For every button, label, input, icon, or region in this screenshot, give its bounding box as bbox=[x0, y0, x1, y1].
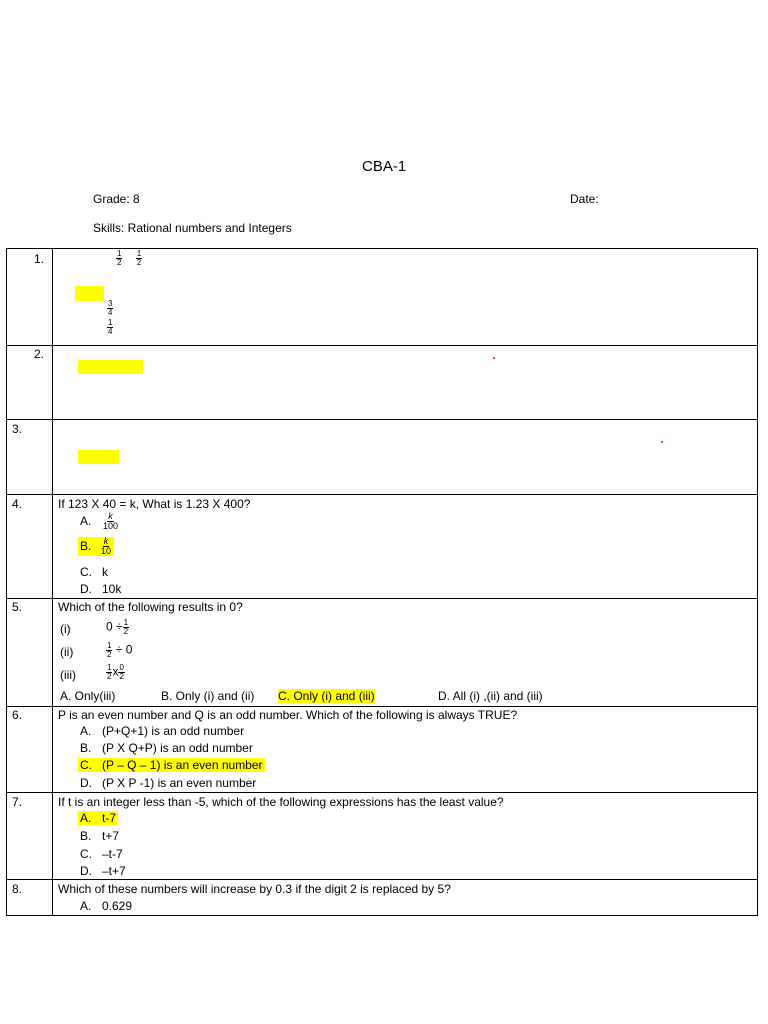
row-divider bbox=[6, 879, 758, 880]
row-divider bbox=[6, 419, 758, 420]
q5-item-iii-expr bbox=[106, 664, 125, 681]
grade-label: Grade: 8 bbox=[93, 192, 140, 206]
q7-option-b bbox=[80, 829, 119, 843]
option-text: k bbox=[102, 565, 108, 579]
row-divider bbox=[6, 706, 758, 707]
fraction bbox=[136, 250, 142, 267]
q7-option-d bbox=[80, 864, 126, 878]
numerator: k bbox=[103, 536, 109, 546]
column-divider bbox=[52, 248, 53, 915]
option-label: A. bbox=[80, 899, 92, 913]
question-number-1: 1. bbox=[33, 252, 44, 266]
q6-option-b bbox=[80, 741, 253, 755]
fraction bbox=[116, 250, 122, 267]
q4-option-a bbox=[80, 512, 119, 531]
denominator: 2 bbox=[117, 258, 122, 267]
highlight-mark bbox=[78, 360, 143, 374]
q5-item-i-label: (i) bbox=[60, 622, 71, 636]
numerator: 1 bbox=[136, 249, 142, 258]
q7-option-a bbox=[78, 811, 118, 825]
option-text: 0.629 bbox=[102, 899, 133, 913]
question-number-2: 2. bbox=[33, 347, 44, 361]
red-dot-mark bbox=[661, 441, 663, 443]
option-label: C. bbox=[80, 758, 92, 772]
question-number-7: 7. bbox=[12, 795, 23, 809]
skills-label: Skills: Rational numbers and Integers bbox=[93, 221, 292, 235]
row-divider bbox=[6, 792, 758, 793]
expression: 0 ÷ bbox=[106, 619, 123, 634]
option-label: A. bbox=[80, 724, 92, 738]
denominator: 10 bbox=[101, 546, 112, 556]
expression: ÷ 0 bbox=[115, 642, 133, 657]
option-text: –t-7 bbox=[102, 847, 123, 861]
option-text: (P X P -1) is an even number bbox=[102, 776, 257, 790]
table-border-right bbox=[757, 248, 758, 915]
numerator: 0 bbox=[119, 663, 124, 672]
numerator: 3 bbox=[108, 299, 113, 308]
numerator: k bbox=[108, 511, 113, 521]
option-label: D. bbox=[80, 864, 92, 878]
numerator: 1 bbox=[123, 618, 129, 627]
option-label: B. bbox=[80, 538, 92, 553]
option-label: C. bbox=[80, 565, 92, 579]
q6-option-c bbox=[78, 758, 265, 772]
q8-text: Which of these numbers will increase by 0.3 if the digit 2 is replaced by 5? bbox=[58, 882, 451, 896]
option-text: –t+7 bbox=[102, 864, 126, 878]
denominator: 2 bbox=[107, 672, 112, 681]
denominator: 4 bbox=[108, 327, 113, 336]
option-label: D. bbox=[80, 582, 92, 596]
fraction bbox=[123, 619, 129, 636]
option-label: C. bbox=[80, 847, 92, 861]
q1-stacked-fractions bbox=[107, 300, 113, 336]
highlight-mark bbox=[75, 286, 104, 301]
numerator: 1 bbox=[107, 663, 112, 672]
q4-option-b bbox=[78, 537, 114, 556]
q1-fractions bbox=[116, 250, 142, 267]
option-text: (P – Q – 1) is an even number bbox=[102, 758, 263, 772]
numerator: 1 bbox=[117, 249, 122, 258]
denominator: 4 bbox=[108, 308, 113, 317]
fraction bbox=[107, 300, 113, 317]
row-divider bbox=[6, 494, 758, 495]
fraction bbox=[107, 319, 113, 336]
q5-option-c: C. Only (i) and (iii) bbox=[278, 689, 375, 703]
q5-item-ii-label: (ii) bbox=[60, 645, 74, 659]
q4-text: If 123 X 40 = k, What is 1.23 X 400? bbox=[58, 497, 251, 511]
q5-item-iii-label: (iii) bbox=[60, 668, 76, 682]
q5-option-a: A. Only(iii) bbox=[60, 689, 116, 703]
fraction bbox=[106, 642, 112, 659]
page-title: CBA-1 bbox=[362, 158, 407, 175]
question-number-6: 6. bbox=[12, 708, 23, 722]
red-dot-mark bbox=[493, 357, 495, 359]
option-label: B. bbox=[80, 829, 92, 843]
question-number-3: 3. bbox=[12, 422, 23, 436]
q6-option-d bbox=[80, 776, 256, 790]
q7-option-c bbox=[80, 847, 123, 861]
fraction bbox=[102, 512, 119, 531]
denominator: 2 bbox=[123, 627, 129, 636]
denominator: 2 bbox=[119, 672, 124, 681]
q5-text: Which of the following results in 0? bbox=[58, 600, 243, 614]
row-divider bbox=[6, 345, 758, 346]
q6-text: P is an even number and Q is an odd number. Which of the following is always TRUE? bbox=[58, 708, 518, 722]
option-label: D. bbox=[80, 776, 92, 790]
expression: x bbox=[112, 664, 119, 679]
option-text: 10k bbox=[102, 582, 122, 596]
q6-option-a bbox=[80, 724, 244, 738]
q5-option-d: D. All (i) ,(ii) and (iii) bbox=[438, 689, 543, 703]
question-number-8: 8. bbox=[12, 882, 23, 896]
fraction bbox=[118, 664, 124, 681]
q5-option-b: B. Only (i) and (ii) bbox=[161, 689, 255, 703]
denominator: 100 bbox=[103, 521, 119, 531]
q8-option-a bbox=[80, 899, 132, 913]
option-text: t-7 bbox=[102, 811, 117, 825]
q4-option-d bbox=[80, 582, 121, 596]
numerator: 1 bbox=[108, 318, 113, 327]
numerator: 1 bbox=[107, 641, 112, 650]
q4-option-c bbox=[80, 565, 108, 579]
option-text: (P+Q+1) is an odd number bbox=[102, 724, 245, 738]
table-border-bottom bbox=[6, 915, 758, 916]
fraction bbox=[100, 537, 112, 556]
highlight-mark bbox=[78, 450, 119, 464]
date-label: Date: bbox=[570, 192, 599, 206]
question-number-5: 5. bbox=[12, 600, 23, 614]
row-divider bbox=[6, 598, 758, 599]
option-text: t+7 bbox=[102, 829, 120, 843]
q7-text: If t is an integer less than -5, which of the following expressions has the least value? bbox=[58, 795, 504, 809]
option-label: B. bbox=[80, 741, 92, 755]
denominator: 2 bbox=[107, 650, 112, 659]
q5-item-ii-expr bbox=[106, 642, 132, 659]
option-label: A. bbox=[80, 513, 92, 528]
option-label: A. bbox=[80, 811, 92, 825]
q5-item-i-expr bbox=[106, 619, 129, 636]
denominator: 2 bbox=[136, 258, 142, 267]
option-text: (P X Q+P) is an odd number bbox=[102, 741, 253, 755]
question-number-4: 4. bbox=[12, 497, 23, 511]
